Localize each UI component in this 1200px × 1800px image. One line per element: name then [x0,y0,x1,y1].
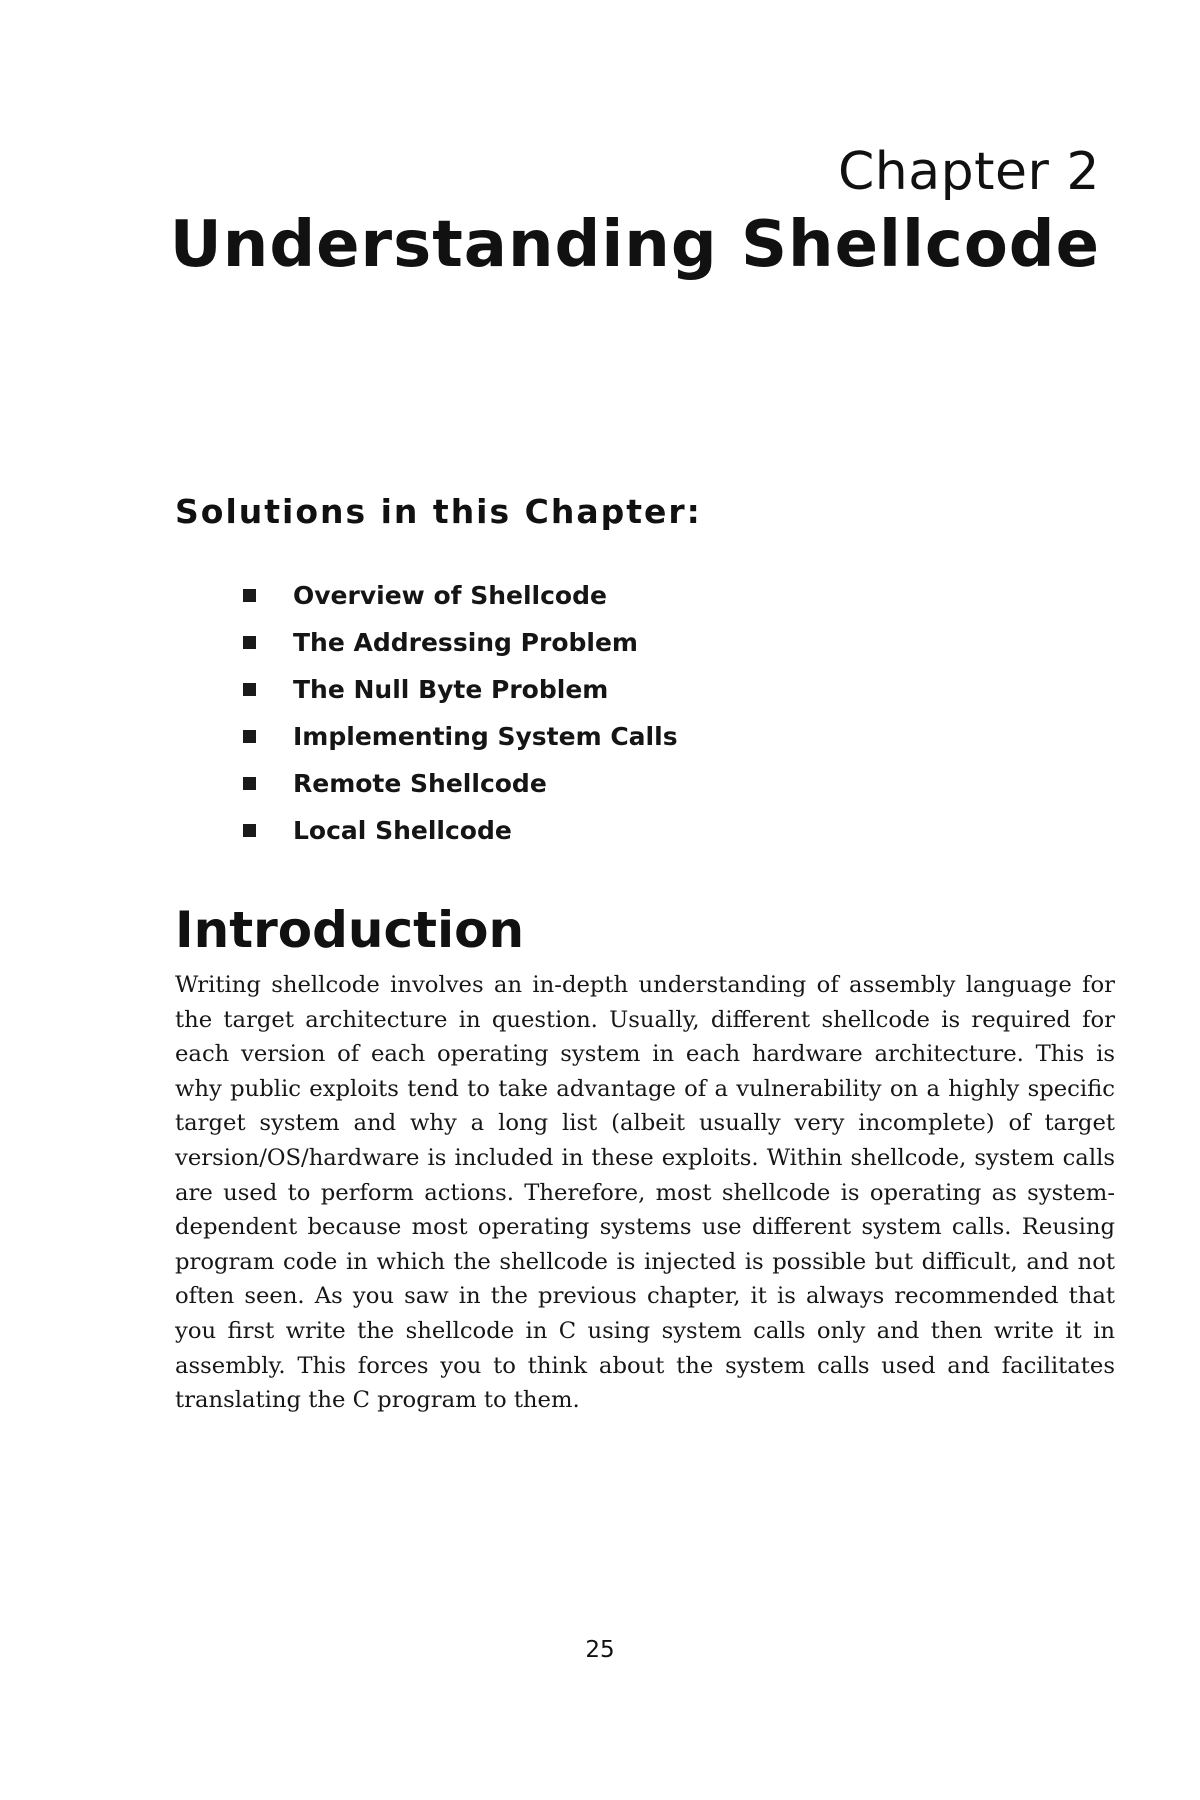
square-bullet-icon [243,777,256,790]
list-item-label: Implementing System Calls [293,722,678,751]
chapter-title: Understanding Shellcode [169,208,1100,282]
list-item-label: Overview of Shellcode [293,581,607,610]
page-number: 25 [585,1637,615,1663]
chapter-header [170,142,1100,282]
list-item [243,760,1095,807]
list-item-label: The Null Byte Problem [293,675,609,704]
square-bullet-icon [243,730,256,743]
list-item-label: Local Shellcode [293,816,512,845]
solutions-heading: Solutions in this Chapter: [175,492,702,531]
introduction-paragraph: Writing shellcode involves an in-depth understanding of assembly language for the target architecture in question. Usually, different shellcode is required for each version of each operating system in each hardware architecture. This is why public exploits tend to take advantage of a vulnerability on a highly specific target system and why a long list (albeit usually very incomplete) of target version/OS/hardware is included in these exploits. Within shellcode, system calls are used to perform actions. Therefore, most shellcode is operating as system-dependent because most operating systems use different system calls. Reusing program code in which the shellcode is injected is possible but difficult, and not often seen. As you saw in the previous chapter, it is always recommended that you first write the shellcode in C using system calls only and then write it in assembly. This forces you to think about the system calls used and facilitates translating the C program to them. [175,972,1115,1414]
square-bullet-icon [243,589,256,602]
list-item [243,572,1095,619]
list-item [243,666,1095,713]
list-item-label: Remote Shellcode [293,769,547,798]
list-item [243,807,1095,854]
solutions-list [175,572,1095,854]
solutions-section [175,492,1095,854]
chapter-number: Chapter 2 [837,142,1100,202]
list-item-label: The Addressing Problem [293,628,638,657]
square-bullet-icon [243,824,256,837]
square-bullet-icon [243,683,256,696]
introduction-section [175,900,1115,1418]
list-item [243,713,1095,760]
square-bullet-icon [243,636,256,649]
introduction-heading: Introduction [175,901,525,959]
list-item [243,619,1095,666]
